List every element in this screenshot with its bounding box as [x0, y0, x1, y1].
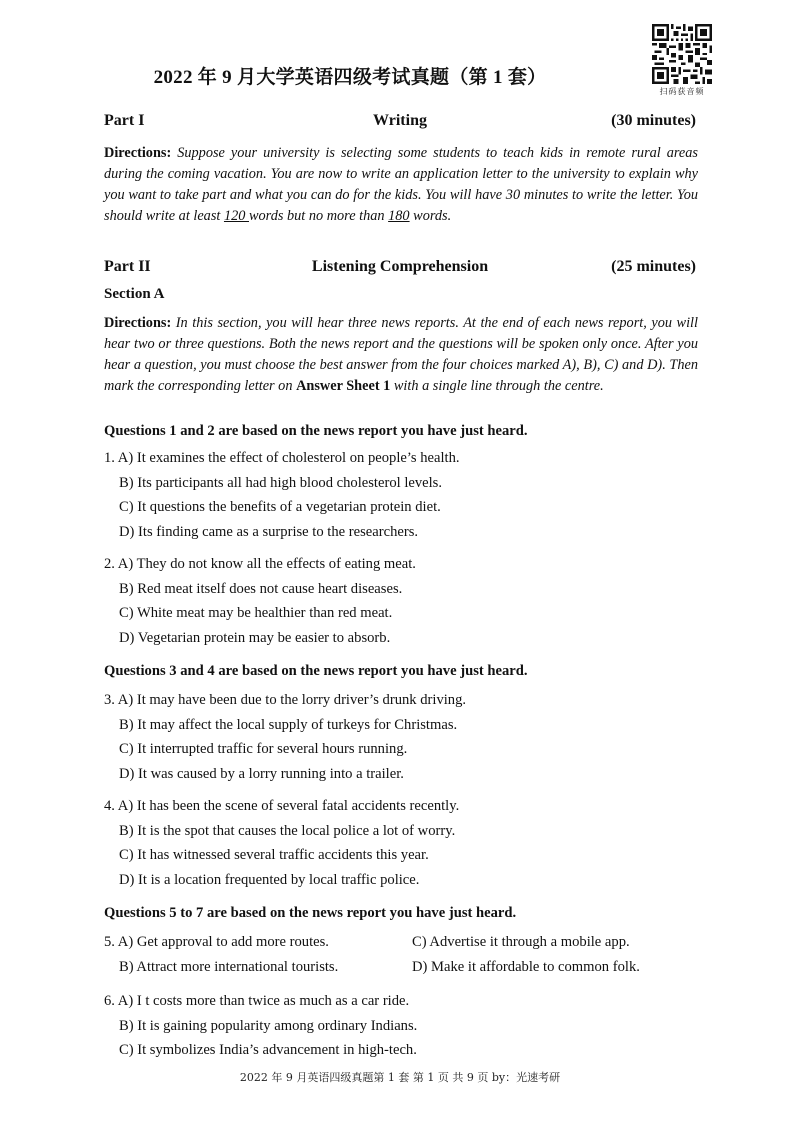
question-group-heading: Questions 5 to 7 are based on the news report you have just heard. [104, 905, 517, 921]
part2-label: Part II [104, 258, 151, 275]
min-words: 120 [223, 208, 249, 224]
part1-name: Writing [373, 112, 427, 129]
page-title: 2022 年 9 月大学英语四级考试真题（第 1 套） [153, 67, 547, 88]
option-c: C) White meat may be healthier than red meat. [119, 605, 393, 621]
option-c: C) It interrupted traffic for several hours running. [119, 741, 408, 757]
option-b: B) It may affect the local supply of turkeys for Christmas. [119, 716, 458, 733]
option-c: C) Advertise it through a mobile app. [412, 934, 630, 950]
part2-header [104, 258, 696, 282]
directions-text: words. [409, 208, 452, 224]
directions-text: words but no more than [248, 208, 389, 224]
option-d: D) Make it affordable to common folk. [412, 958, 640, 975]
option-a: 2. A) They do not know all the effects of eating meat. [104, 556, 416, 572]
option-a: 6. A) I t costs more than twice as much as a car ride. [104, 993, 410, 1009]
option-b: B) It is gaining popularity among ordinary Indians. [119, 1017, 418, 1034]
option-b: B) It is the spot that causes the local police a lot of worry. [119, 822, 456, 839]
option-b: B) Its participants all had high blood cholesterol levels. [119, 474, 443, 491]
directions-label: Directions: [104, 145, 172, 161]
question-5-row-1 [104, 930, 698, 955]
directions-text: In this section, you will hear three news reports. At the end of each news report, you will hear two or three questions. Both the news report and the questions will be spoken only once. After you hear a question, you must choose the best answer from the four choices marked A), B), C) and D). Then mark the corresponding letter on [104, 315, 698, 394]
part2-time: (25 minutes) [611, 258, 696, 275]
question-group-heading: Questions 1 and 2 are based on the news report you have just heard. [104, 423, 528, 439]
directions-text: Suppose your university is selecting some students to teach kids in remote rural areas during the coming vacation. You are now to write an application letter to the university to explain why you want to take part and what you can do for the kids. You will have 30 minutes to write the letter. You should write at least [104, 145, 698, 224]
question-3 [104, 688, 698, 786]
part1-header [104, 112, 696, 136]
part1-directions [104, 143, 698, 227]
option-d: D) Vegetarian protein may be easier to absorb. [119, 629, 391, 646]
option-d: D) It was caused by a lorry running into a trailer. [119, 765, 404, 782]
option-d: D) It is a location frequented by local traffic police. [119, 871, 420, 888]
option-d: D) Its finding came as a surprise to the researchers. [119, 523, 419, 540]
part1-time: (30 minutes) [611, 112, 696, 129]
page-footer: 2022 年 9 月英语四级真题第 1 套 第 1 页 共 9 页 by：光速考研 [239, 1071, 561, 1084]
part1-label: Part I [104, 112, 145, 129]
part2-name: Listening Comprehension [311, 258, 489, 275]
option-a: 3. A) It may have been due to the lorry driver’s drunk driving. [104, 692, 467, 708]
question-6 [104, 989, 698, 1063]
option-c: C) It symbolizes India’s advancement in high-tech. [119, 1042, 417, 1058]
option-c: C) It has witnessed several traffic accidents this year. [119, 847, 429, 863]
option-c: C) It questions the benefits of a vegetarian protein diet. [119, 499, 441, 515]
section-a-heading: Section A [104, 286, 165, 302]
option-b: B) Red meat itself does not cause heart diseases. [119, 580, 403, 597]
option-b: B) Attract more international tourists. [119, 958, 339, 975]
part2-directions [104, 313, 698, 397]
max-words: 180 [388, 208, 410, 224]
question-1 [104, 446, 698, 544]
directions-text: with a single line through the centre. [390, 378, 604, 394]
option-a: 1. A) It examines the effect of cholesterol on people’s health. [104, 450, 460, 466]
question-5-row-2 [104, 955, 698, 980]
answer-sheet-ref: Answer Sheet 1 [296, 378, 391, 394]
qr-caption: 扫码获音频 [659, 87, 705, 96]
question-2 [104, 552, 698, 650]
question-group-heading: Questions 3 and 4 are based on the news report you have just heard. [104, 663, 528, 679]
option-a: 4. A) It has been the scene of several fatal accidents recently. [104, 798, 460, 814]
question-4 [104, 794, 698, 892]
option-a: 5. A) Get approval to add more routes. [104, 934, 329, 950]
question-5 [104, 930, 698, 979]
directions-label: Directions: [104, 315, 172, 331]
